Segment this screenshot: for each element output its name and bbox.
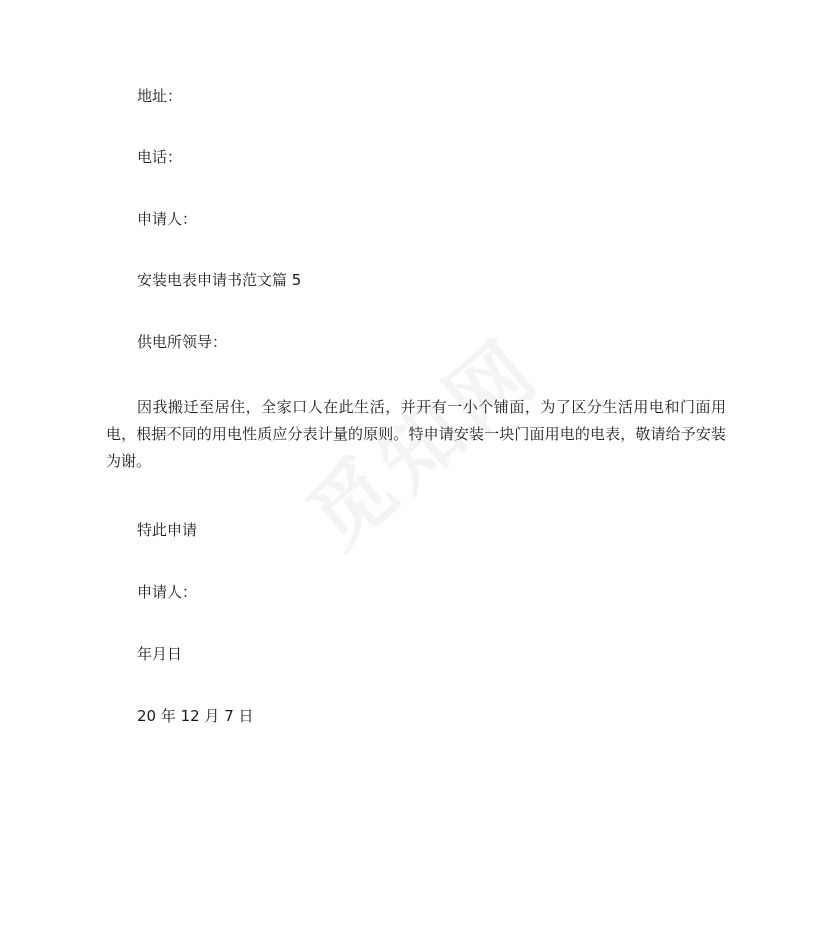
section-heading: 安装电表申请书范文篇 5 — [137, 271, 302, 289]
date-label-line: 年月日 — [137, 645, 183, 663]
phone-line: 电话： — [137, 148, 183, 166]
body-paragraph: 因我搬迁至居住，全家口人在此生活，并开有一小个铺面，为了区分生活用电和门面用电，根据不同的用电性质应分表计量的原则。特申请安装一块门面用电的电表，敬请给予安装为谢。 — [106, 398, 726, 470]
salutation-line: 供电所领导： — [137, 333, 228, 351]
closing-line: 特此申请 — [137, 521, 198, 539]
date-line: 20 年 12 月 7 日 — [137, 707, 254, 725]
address-line: 地址： — [137, 87, 183, 105]
applicant-line: 申请人： — [137, 210, 198, 228]
applicant-signature-line: 申请人： — [137, 583, 198, 601]
